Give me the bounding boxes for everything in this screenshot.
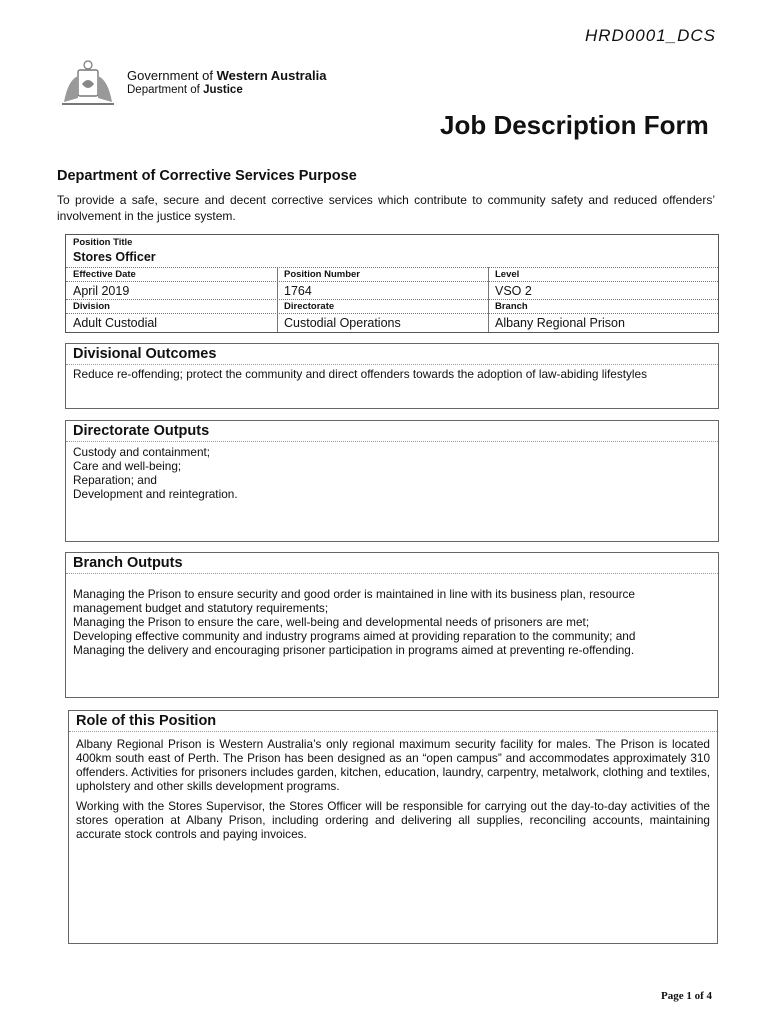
list-item: Development and reintegration. xyxy=(73,487,238,501)
role-of-position-box xyxy=(68,710,718,944)
division-label: Division xyxy=(73,301,110,312)
role-paragraph: Working with the Stores Supervisor, the Stores Officer will be responsible for carrying out the day-to-day activities of the stores operation at Albany Prison, including ordering and delivering all supplies, reconciling accounts, maintaining accurate stock controls and paying invoices. xyxy=(76,799,710,841)
list-item: Managing the Prison to ensure the care, well-being and developmental needs of prisoners are met; xyxy=(73,615,590,629)
branch-outputs-box xyxy=(65,552,719,698)
position-details-table xyxy=(65,234,719,333)
form-title: Job Description Form xyxy=(440,110,709,140)
effective-date-value: April 2019 xyxy=(73,284,130,298)
directorate-outputs-box xyxy=(65,420,719,542)
purpose-text: To provide a safe, secure and decent corrective services which contribute to community safety and reduced offenders’ involvement in the justice system. xyxy=(57,193,715,223)
directorate-value: Custodial Operations xyxy=(284,316,401,330)
effective-date-label: Effective Date xyxy=(73,269,136,280)
level-value: VSO 2 xyxy=(495,284,532,298)
divisional-outcomes-heading: Divisional Outcomes xyxy=(73,346,217,362)
level-label: Level xyxy=(495,269,520,280)
list-item: Care and well-being; xyxy=(73,459,182,473)
branch-outputs-list xyxy=(73,587,635,657)
list-item: Managing the delivery and encouraging prisoner participation in programs aimed at preventing re-offending. xyxy=(73,643,635,657)
document-code: HRD0001_DCS xyxy=(585,26,716,45)
directorate-outputs-heading: Directorate Outputs xyxy=(73,423,210,439)
division-value: Adult Custodial xyxy=(73,316,158,330)
branch-outputs-heading: Branch Outputs xyxy=(73,555,183,571)
branch-value: Albany Regional Prison xyxy=(495,316,625,330)
position-title-value: Stores Officer xyxy=(73,250,156,264)
role-text xyxy=(76,737,710,847)
branch-label: Branch xyxy=(495,301,528,312)
directorate-outputs-list xyxy=(73,445,238,501)
position-number-value: 1764 xyxy=(284,284,312,298)
role-paragraph: Albany Regional Prison is Western Australia’s only regional maximum security facility for males. The Prison is located 400km south east of Perth. The Prison has been designed as an “open campus” and accommodates approximately 310 offenders. Activities for prisoners includes garden, kitchen, education, laundry, carpentry, metalwork, clothing and textiles, upholstery and other skills development programs. xyxy=(76,737,710,793)
list-item: management budget and statutory requirements; xyxy=(73,601,329,615)
page-number: Page 1 of 4 xyxy=(660,990,712,1002)
list-item: Custody and containment; xyxy=(73,445,211,459)
list-item: Developing effective community and industry programs aimed at providing reparation to the community; and xyxy=(73,629,636,643)
government-name: Government of Western Australia xyxy=(127,68,327,83)
position-number-label: Position Number xyxy=(284,269,361,280)
role-heading: Role of this Position xyxy=(76,713,217,729)
purpose-heading: Department of Corrective Services Purpose xyxy=(57,168,357,184)
list-item: Managing the Prison to ensure security and good order is maintained in line with its business plan, resource xyxy=(73,587,635,601)
coat-of-arms-logo xyxy=(58,58,118,110)
directorate-label: Directorate xyxy=(284,301,335,312)
divisional-outcomes-text: Reduce re-offending; protect the community and direct offenders towards the adoption of law-abiding lifestyles xyxy=(73,367,648,381)
position-title-label: Position Title xyxy=(73,237,133,248)
list-item: Reparation; and xyxy=(73,473,157,487)
department-name: Department of Justice xyxy=(127,84,243,96)
divisional-outcomes-box xyxy=(65,343,719,409)
